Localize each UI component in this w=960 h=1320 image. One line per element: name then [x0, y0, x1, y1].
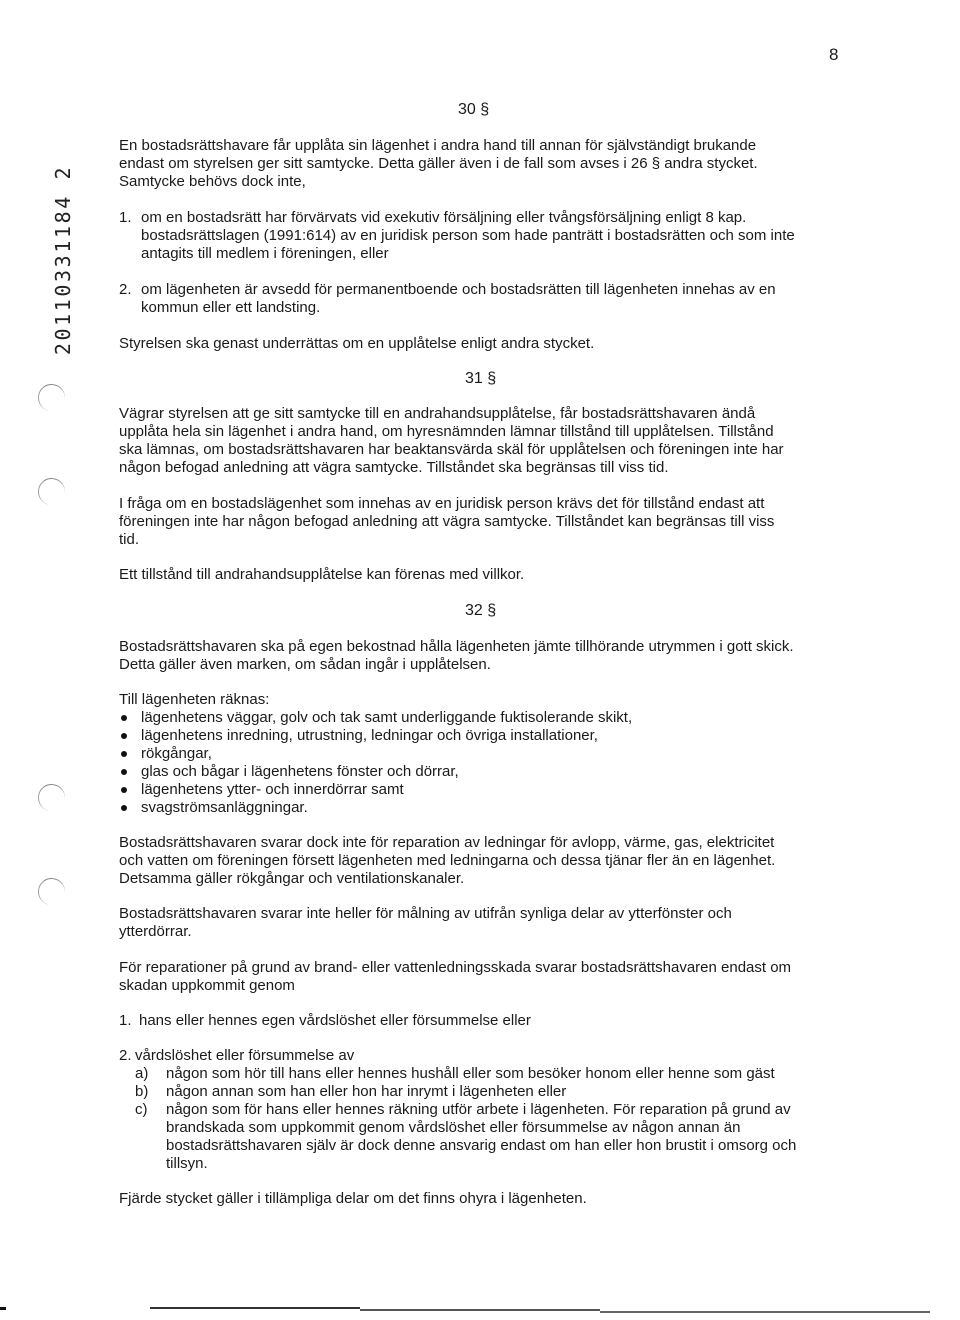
bullet-item: rökgångar,	[141, 745, 212, 762]
section-31-paragraph-line: tid.	[119, 531, 140, 548]
bullet-marker	[121, 805, 127, 811]
section-30-paragraph-line: endast om styrelsen ger sitt samtycke. Detta gäller även i de fall som avses i 26 § andra stycket.	[119, 155, 758, 172]
list-number: 2.	[119, 281, 132, 298]
section-32-paragraph-line: Bostadsrättshavaren svarar dock inte för reparation av ledningar för avlopp, värme, gas, elektricitet	[119, 834, 775, 851]
list-item-line: kommun eller ett landsting.	[141, 299, 321, 316]
section-30-closing: Styrelsen ska genast underrättas om en upplåtelse enligt andra stycket.	[119, 335, 595, 352]
section-32-paragraph-line: Bostadsrättshavaren svarar inte heller för målning av utifrån synliga delar av ytterfönster och	[119, 905, 732, 922]
scan-edge-line	[600, 1311, 930, 1313]
section-32-closing: Fjärde stycket gäller i tillämpliga delar om det finns ohyra i lägenheten.	[119, 1190, 587, 1207]
sub-list-line: tillsyn.	[166, 1155, 208, 1172]
bullet-item: lägenhetens ytter- och innerdörrar samt	[141, 781, 404, 798]
sub-list-label: c)	[135, 1101, 148, 1118]
section-30-paragraph-line: En bostadsrättshavare får upplåta sin lägenhet i andra hand till annan för självständigt brukande	[119, 137, 757, 154]
list-number: 2.	[119, 1047, 132, 1064]
list-number: 1.	[119, 209, 132, 226]
list-item-line: om en bostadsrätt har förvärvats vid exekutiv försäljning eller tvångsförsäljning enligt 8 kap.	[141, 209, 747, 226]
section-32-paragraph-line: Bostadsrättshavaren ska på egen bekostnad hålla lägenheten jämte tillhörande utrymmen i gott skick.	[119, 638, 794, 655]
sub-list-label: a)	[135, 1065, 149, 1082]
punch-hole-mark	[36, 782, 66, 812]
section-31-paragraph-line: föreningen inte har någon befogad anledning att vägra samtycke. Tillståndet kan begränsas till viss	[119, 513, 775, 530]
bullet-marker	[121, 715, 127, 721]
sub-list-line: brandskada som uppkommit genom vårdslöshet eller försummelse av någon annan än	[166, 1119, 741, 1136]
section-30-heading: 30 §	[458, 101, 490, 118]
list-number: 1.	[119, 1012, 132, 1029]
bullet-item: lägenhetens väggar, golv och tak samt underliggande fuktisolerande skikt,	[141, 709, 633, 726]
section-31-paragraph-line: I fråga om en bostadslägenhet som innehas av en juridisk person krävs det för tillstånd endast att	[119, 495, 765, 512]
bullet-item: svagströmsanläggningar.	[141, 799, 308, 816]
list-item-line: om lägenheten är avsedd för permanentboende och bostadsrätten till lägenheten innehas av en	[141, 281, 776, 298]
section-31-paragraph: Ett tillstånd till andrahandsupplåtelse kan förenas med villkor.	[119, 566, 525, 583]
list-item-line: bostadsrättslagen (1991:614) av en juridisk person som hade panträtt i bostadsrätten och som inte	[141, 227, 795, 244]
section-31-paragraph-line: ska lämnas, om bostadsrättshavaren har beaktansvärda skäl för upplåtelsen och föreningen inte har	[119, 441, 784, 458]
punch-hole-mark	[36, 382, 66, 412]
bullet-marker	[121, 733, 127, 739]
list-item-line: vårdslöshet eller försummelse av	[135, 1047, 355, 1064]
punch-hole-mark	[36, 876, 66, 906]
list-item-line: hans eller hennes egen vårdslöshet eller försummelse eller	[139, 1012, 531, 1029]
bullet-marker	[121, 787, 127, 793]
sub-list-line: bostadsrättshavaren själv är dock denne ansvarig endast om han eller hon brustit i omsorg och	[166, 1137, 797, 1154]
sub-list-line: någon som hör till hans eller hennes hushåll eller som besöker honom eller henne som gäst	[166, 1065, 775, 1082]
section-32-paragraph-line: och vatten om föreningen försett lägenheten med ledningarna och dessa tjänar fler än en lägenhet.	[119, 852, 776, 869]
bullet-marker	[121, 769, 127, 775]
section-31-paragraph-line: Vägrar styrelsen att ge sitt samtycke till en andrahandsupplåtelse, får bostadsrättshavaren ändå	[119, 405, 756, 422]
section-30-paragraph-line: Samtycke behövs dock inte,	[119, 173, 306, 190]
sub-list-line: någon annan som han eller hon har inrymt i lägenheten eller	[166, 1083, 567, 1100]
bullet-item: lägenhetens inredning, utrustning, ledningar och övriga installationer,	[141, 727, 598, 744]
page-number: 8	[829, 45, 839, 64]
section-32-paragraph-line: skadan uppkommit genom	[119, 977, 295, 994]
section-31-heading: 31 §	[465, 370, 497, 387]
archive-id-stamp: 20110331184 2	[51, 164, 75, 356]
sub-list-line: någon som för hans eller hennes räkning utför arbete i lägenheten. För reparation på grund av	[166, 1101, 791, 1118]
punch-hole-mark	[36, 476, 66, 506]
bullet-item: glas och bågar i lägenhetens fönster och dörrar,	[141, 763, 459, 780]
sub-list-label: b)	[135, 1083, 149, 1100]
section-32-paragraph-line: Detsamma gäller rökgångar och ventilationskanaler.	[119, 870, 465, 887]
bullet-marker	[121, 751, 127, 757]
section-32-paragraph-line: För reparationer på grund av brand- eller vattenledningsskada svarar bostadsrättshavaren endast om	[119, 959, 792, 976]
section-32-paragraph-line: ytterdörrar.	[119, 923, 192, 940]
list-item-line: antagits till medlem i föreningen, eller	[141, 245, 389, 262]
scan-edge-line	[150, 1307, 360, 1309]
section-31-paragraph-line: någon befogad anledning att vägra samtycke. Tillståndet ska begränsas till viss tid.	[119, 459, 669, 476]
scan-edge-mark	[0, 1307, 6, 1310]
list-intro: Till lägenheten räknas:	[119, 691, 270, 708]
section-32-paragraph-line: Detta gäller även marken, om sådan ingår i upplåtelsen.	[119, 656, 491, 673]
section-32-heading: 32 §	[465, 602, 497, 619]
section-31-paragraph-line: upplåta hela sin lägenhet i andra hand, om hyresnämnden lämnar tillstånd till upplåtelsen. Tillstånd	[119, 423, 774, 440]
scan-edge-line	[360, 1309, 600, 1311]
